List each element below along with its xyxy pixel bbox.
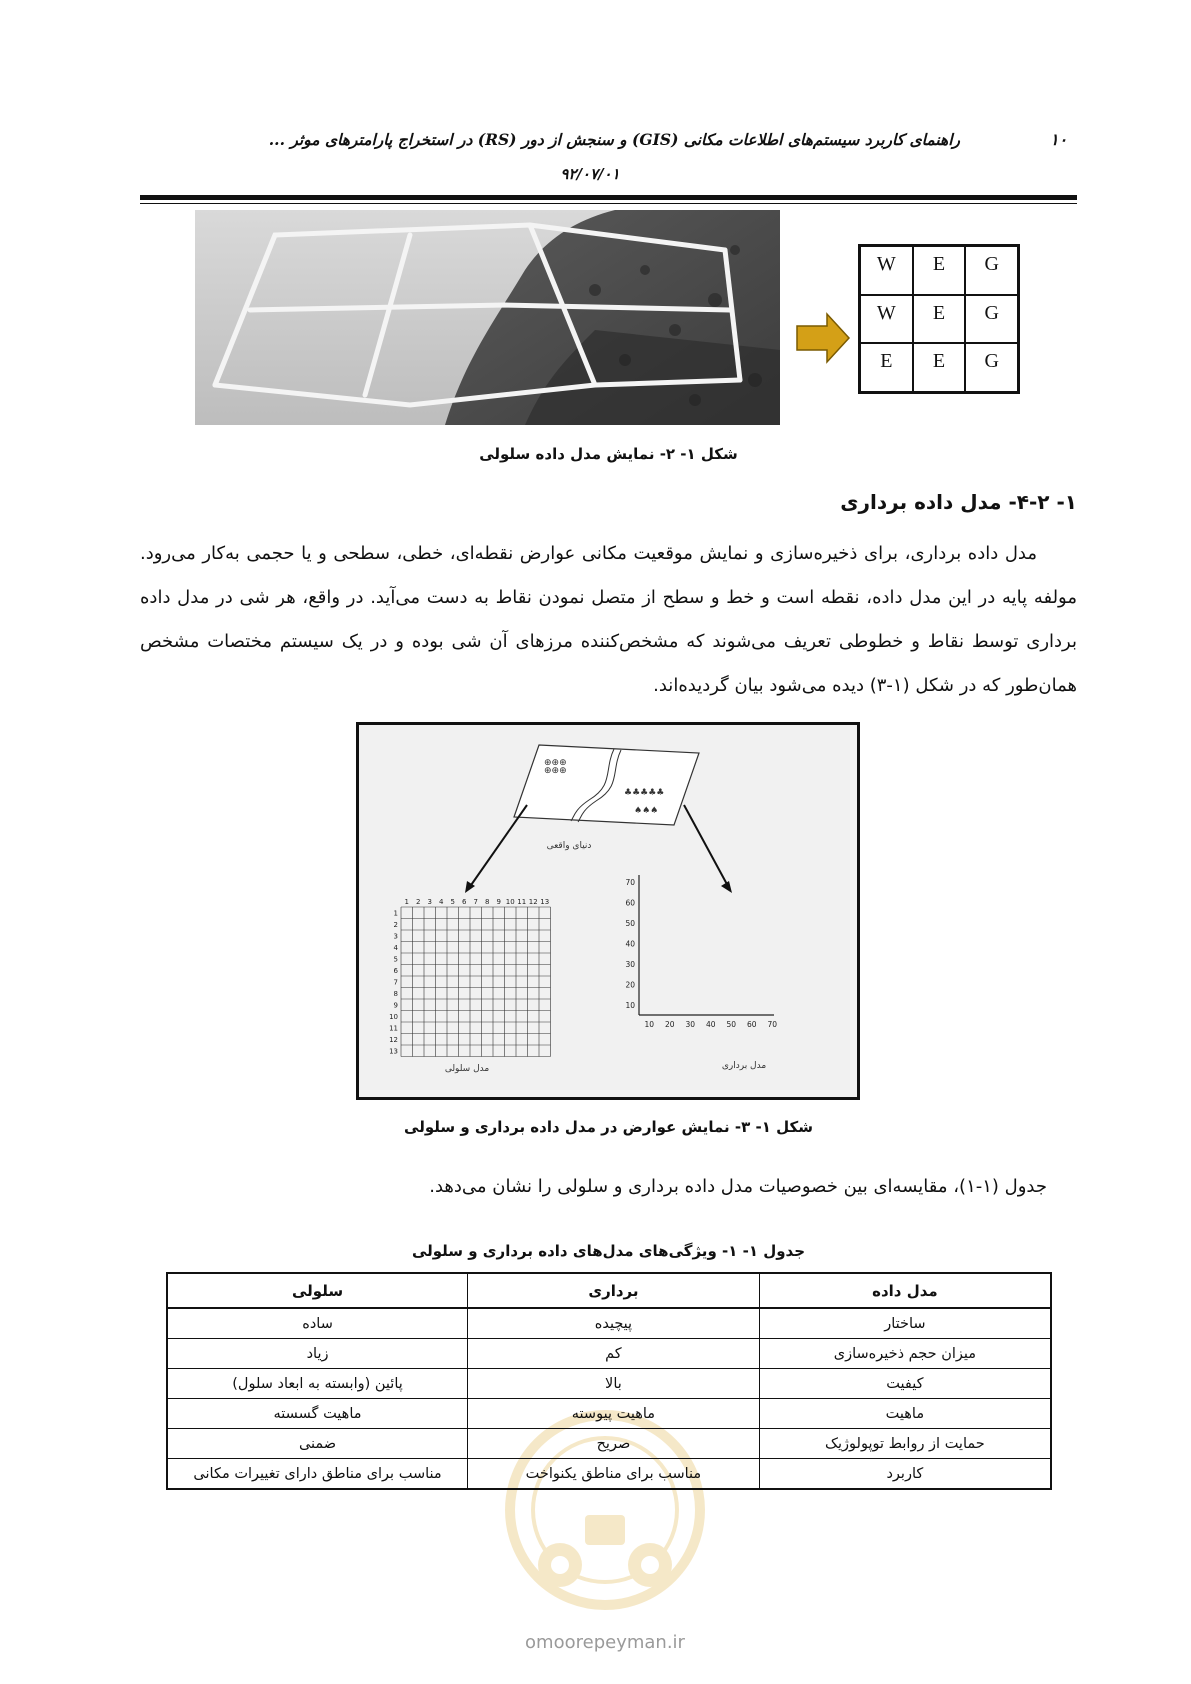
table-header-cell: مدل داده [759,1273,1051,1308]
raster-row-label: 9 [393,1001,398,1010]
vector-y-tick: 60 [625,898,635,908]
raster-column-label: 7 [473,898,478,906]
real-world-label: دنیای واقعی [546,841,592,851]
raster-row-label: 6 [393,967,398,975]
table-cell: کاربرد [759,1459,1051,1490]
raster-row-label: 3 [393,932,398,941]
raster-row-label: 4 [393,944,398,952]
section-heading: ۱- ۴-۲- مدل داده برداری [840,490,1077,514]
table-row [167,1459,1051,1490]
grid-cell: G [965,343,1018,392]
raster-row-label: 7 [393,978,398,987]
table-header-row [167,1273,1051,1308]
table-header-cell: سلولی [167,1273,468,1308]
table-cell: بالا [468,1369,760,1399]
vector-y-tick: 20 [625,980,635,990]
vector-x-tick: 10 [644,1020,655,1029]
grid-cell: W [860,246,913,295]
grid-cell: G [965,295,1018,344]
grid-cell: G [965,246,1018,295]
vector-x-tick: 60 [746,1020,757,1029]
table-cell: ساده [167,1308,468,1339]
raster-row-label: 8 [393,990,398,998]
table-cell: کیفیت [759,1369,1051,1399]
vector-x-tick: 40 [705,1020,716,1029]
vector-y-tick: 30 [625,959,635,969]
raster-column-label: 10 [505,898,515,906]
vector-y-tick: 50 [625,918,635,928]
raster-column-label: 8 [485,898,490,906]
vector-y-tick: 10 [625,1000,635,1010]
grid-cell: W [860,295,913,344]
cell-grid [858,244,1020,394]
table-cell: کم [468,1339,760,1369]
table-cell: زیاد [167,1339,468,1369]
vector-x-tick: 50 [726,1020,737,1029]
table-row [167,1399,1051,1429]
svg-text:⊕⊕⊕: ⊕⊕⊕ [544,766,567,776]
vector-x-tick: 30 [685,1020,696,1029]
raster-column-label: 6 [462,898,467,906]
table-cell: ساختار [759,1308,1051,1339]
grid-cell: E [913,246,966,295]
raster-label: مدل سلولی [444,1064,490,1074]
raster-column-label: 12 [528,898,538,906]
vector-x-tick: 20 [664,1020,675,1029]
table-cell: ماهیت گسسته [167,1399,468,1429]
raster-row-label: 1 [393,909,398,918]
grid-cell: E [860,343,913,392]
page-number: ۱۰ [1050,130,1068,149]
header-date: ۹۲/۰۷/۰۱ [560,165,620,183]
svg-text:♣♣♣♣♣: ♣♣♣♣♣ [624,788,665,798]
raster-row-label: 2 [393,921,398,929]
vector-y-tick: 70 [625,877,635,887]
vector-y-tick: 40 [625,939,635,949]
raster-row-label: 11 [389,1024,398,1033]
raster-column-label: 1 [404,898,409,906]
right-arrow-icon [795,312,851,364]
raster-row-label: 5 [393,955,398,964]
raster-row-label: 13 [389,1047,398,1056]
table-cell: صریح [468,1429,760,1459]
header-title: راهنمای کاربرد سیستم‌های اطلاعات مکانی (GIS) و سنجش از دور (RS) در استخراج پارامترهای موثر ... [268,130,960,149]
raster-column-label: 3 [427,898,432,906]
table-cell: میزان حجم ذخیره‌سازی [759,1339,1051,1369]
svg-text:♠♠♠: ♠♠♠ [634,806,659,816]
table-caption: جدول ۱- ۱- ویژگی‌های مدل‌های داده برداری و سلولی [411,1242,806,1260]
table-row [167,1339,1051,1369]
raster-column-label: 9 [496,898,501,906]
table-cell: مناسب برای مناطق دارای تغییرات مکانی [167,1459,468,1490]
watermark-url: omoorepeyman.ir [525,1632,685,1653]
table-cell: پائین (وابسته به ابعاد سلول) [167,1369,468,1399]
vector-x-tick: 70 [767,1020,778,1029]
real-world-map [514,745,699,825]
table-cell: ماهیت پیوسته [468,1399,760,1429]
raster-column-label: 11 [517,898,527,906]
table-cell: ماهیت [759,1399,1051,1429]
raster-column-label: 13 [540,898,550,906]
vector-label: مدل برداری [721,1061,767,1071]
header-rule-thick [140,195,1077,200]
raster-row-label: 10 [389,1013,398,1021]
table-row [167,1308,1051,1339]
figure2-caption: شکل ۱- ۳- نمایش عوارض در مدل داده برداری و سلولی [404,1118,813,1136]
table-cell: ضمنی [167,1429,468,1459]
raster-column-label: 4 [439,898,444,906]
table-cell: مناسب برای مناطق یکنواخت [468,1459,760,1490]
table-cell: حمایت از روابط توپولوژیک [759,1429,1051,1459]
field-grid-photo [195,210,780,425]
raster-row-label: 12 [389,1036,398,1044]
figure2-frame [356,722,860,1100]
grid-cell: E [913,295,966,344]
svg-text:⊕⊕⊕: ⊕⊕⊕ [544,758,567,768]
table-row [167,1369,1051,1399]
raster-column-label: 5 [450,898,455,906]
figure1-caption: شکل ۱- ۲- نمایش مدل داده سلولی [479,445,738,463]
raster-vector-illustration [359,725,857,1097]
table-cell: پیچیده [468,1308,760,1339]
section-paragraph: مدل داده برداری، برای ذخیره‌سازی و نمایش موقعیت مکانی عوارض نقطه‌ای، خطی، سطحی و یا حجمی به‌کار می‌رود. مولفه پایه در این مدل داده، نقطه است و خط و سطح از متصل نمودن نقاط به دست می‌آید. در واقع، هر شی در مدل داده برداری توسط نقاط و خطوطی تعریف می‌شوند که مشخص‌کننده مرزهای آن شی بوده و در یک سیستم مختصات مشخص همان‌طور که در شکل (۱-۳) دیده می‌شود بیان گردیده‌اند. [140,543,1077,696]
table-header-cell: برداری [468,1273,760,1308]
table-row [167,1429,1051,1459]
header-rule-thin [140,203,1077,204]
raster-column-label: 2 [416,898,421,906]
table-intro: جدول (۱-۱)، مقایسه‌ای بین خصوصیات مدل داده برداری و سلولی را نشان می‌دهد. [429,1176,1047,1197]
grid-cell: E [913,343,966,392]
comparison-table [166,1272,1052,1490]
